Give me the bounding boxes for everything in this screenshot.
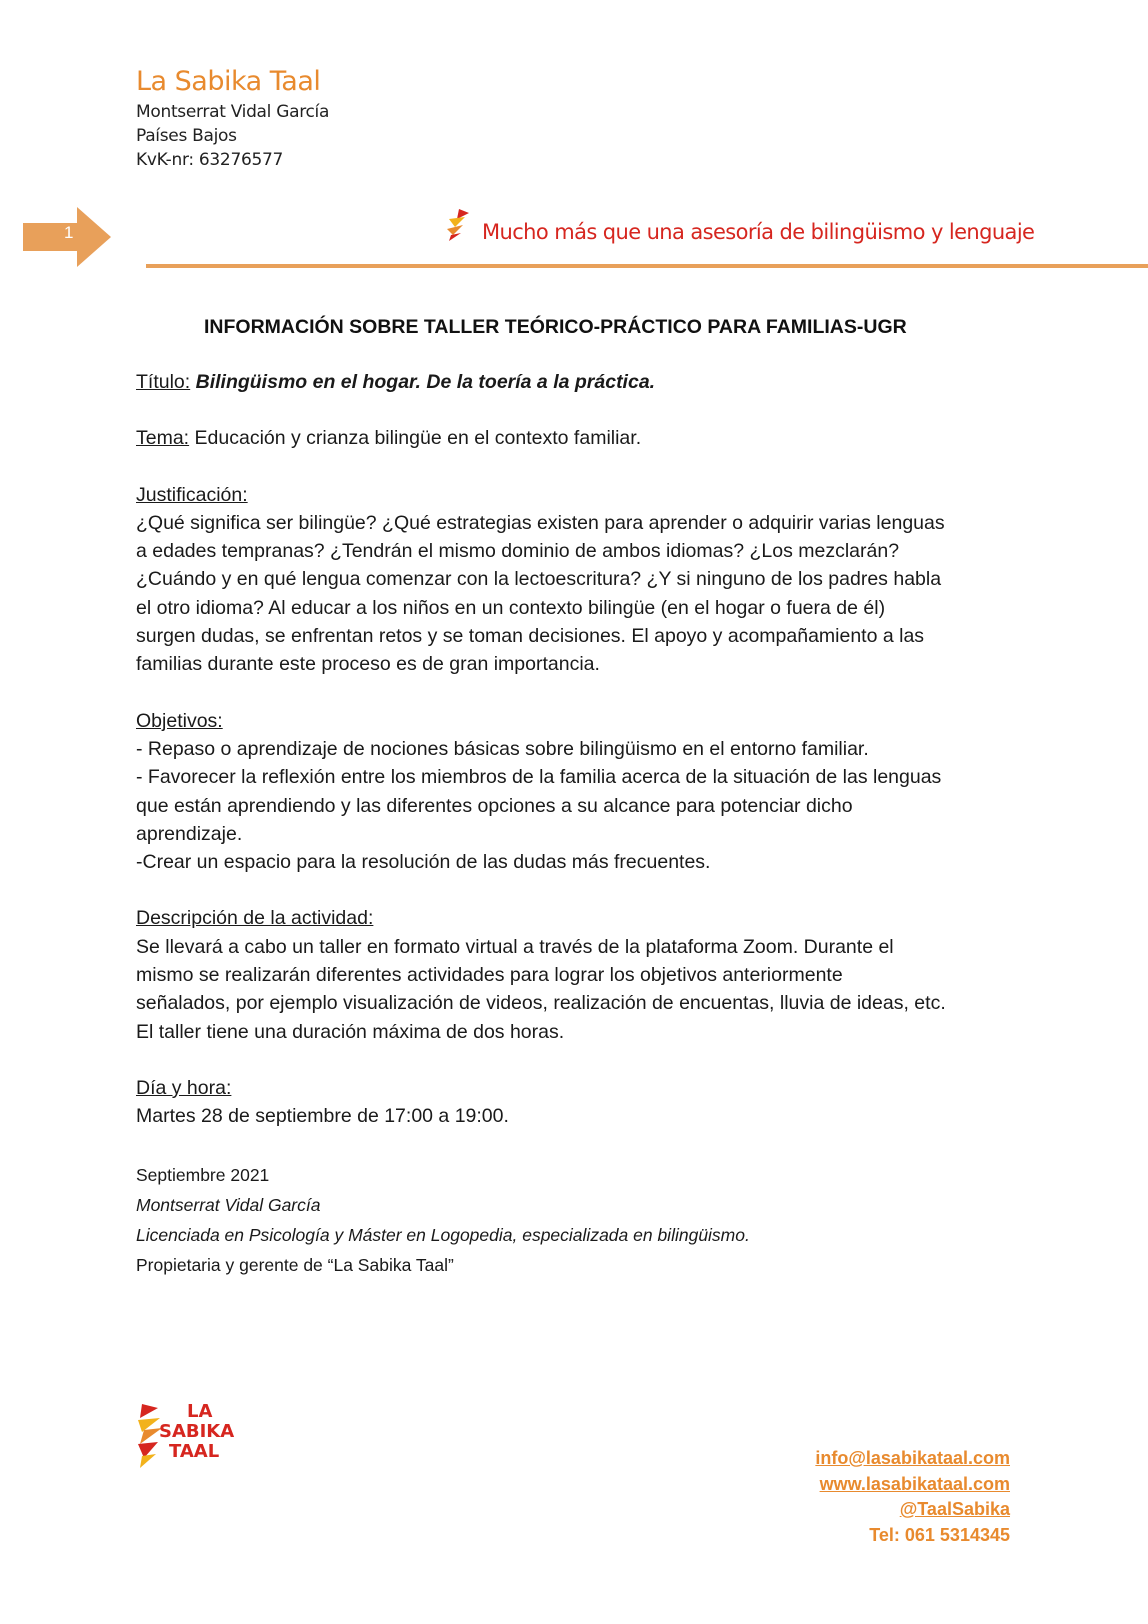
phone-number: Tel: 061 5314345	[869, 1524, 1010, 1545]
logo-line: TAAL	[169, 1441, 220, 1462]
justificacion-line: el otro idioma? Al educar a los niños en un contexto bilingüe (en el hogar o fuera de él)	[136, 596, 886, 619]
objetivos-line: que están aprendiendo y las diferentes opciones a su alcance para potenciar dicho	[136, 794, 853, 817]
descripcion-line: mismo se realizarán diferentes actividades para lograr los objetivos anteriormente	[136, 964, 843, 987]
tema-value: Educación y crianza bilingüe en el contexto familiar.	[194, 427, 642, 450]
signature-name: Montserrat Vidal García	[136, 1195, 321, 1215]
titulo-value: Bilingüismo en el hogar. De la toería a la práctica.	[195, 371, 656, 393]
header-country: Países Bajos	[136, 126, 237, 146]
document-body	[136, 368, 1036, 1131]
tema-label: Tema:	[136, 427, 190, 450]
signature-role: Propietaria y gerente de “La Sabika Taal”	[136, 1255, 454, 1275]
justificacion-line: ¿Qué significa ser bilingüe? ¿Qué estrategias existen para aprender o adquirir varias lenguas	[136, 511, 945, 534]
justificacion-line: familias durante este proceso es de gran importancia.	[136, 653, 600, 676]
objetivos-label: Objetivos:	[136, 709, 223, 732]
footer-contact	[815, 1446, 1010, 1548]
header-tagline: Mucho más que una asesoría de bilingüismo y lenguaje	[482, 220, 1035, 244]
logo-mark-icon	[443, 207, 473, 243]
titulo-row	[136, 368, 1036, 396]
justificacion-line: surgen dudas, se enfrentan retos y se toman decisiones. El apoyo y acompañamiento a las	[136, 625, 925, 648]
descripcion-line: Se llevará a cabo un taller en formato virtual a través de la plataforma Zoom. Durante el	[136, 935, 894, 958]
header-owner-name: Montserrat Vidal García	[136, 102, 330, 122]
justificacion-line: ¿Cuándo y en qué lengua comenzar con la lectoescritura? ¿Y si ninguno de los padres habla	[136, 568, 942, 591]
objetivos-line: aprendizaje.	[136, 822, 243, 845]
descripcion-line: El taller tiene una duración máxima de dos horas.	[136, 1020, 565, 1043]
dia-value: Martes 28 de septiembre de 17:00 a 19:00.	[136, 1105, 509, 1128]
header-kvk-number: KvK-nr: 63276577	[136, 150, 284, 170]
social-handle-link[interactable]: @TaalSabika	[899, 1499, 1010, 1519]
tema-row	[136, 424, 1036, 452]
justificacion-line: a edades tempranas? ¿Tendrán el mismo dominio de ambos idiomas? ¿Los mezclarán?	[136, 540, 900, 563]
justificacion-label: Justificación:	[136, 483, 248, 506]
descripcion-label: Descripción de la actividad:	[136, 907, 374, 930]
logo-line: SABIKA	[159, 1421, 235, 1442]
objetivos-line: -Crear un espacio para la resolución de las dudas más frecuentes.	[136, 851, 711, 874]
header-divider	[146, 264, 1148, 268]
email-link[interactable]: info@lasabikataal.com	[815, 1448, 1010, 1468]
document-title: INFORMACIÓN SOBRE TALLER TEÓRICO-PRÁCTICO PARA FAMILIAS-UGR	[204, 316, 907, 338]
objetivos-line: - Favorecer la reflexión entre los miembros de la familia acerca de la situación de las lenguas	[136, 766, 942, 789]
logo-line: LA	[187, 1401, 213, 1422]
page-number: 1	[64, 223, 74, 242]
signature-credentials: Licenciada en Psicología y Máster en Logopedia, especializada en bilingüismo.	[136, 1225, 750, 1245]
signature-date: Septiembre 2021	[136, 1165, 270, 1185]
titulo-label: Título:	[136, 371, 191, 393]
dia-label: Día y hora:	[136, 1076, 232, 1099]
descripcion-line: señalados, por ejemplo visualización de videos, realización de encuentas, lluvia de ideas, etc.	[136, 992, 946, 1015]
company-name: La Sabika Taal	[136, 66, 321, 97]
objetivos-line: - Repaso o aprendizaje de nociones básicas sobre bilingüismo en el entorno familiar.	[136, 737, 869, 760]
website-link[interactable]: www.lasabikataal.com	[819, 1473, 1010, 1494]
footer-logo-text	[159, 1401, 235, 1462]
signature-block	[136, 1160, 750, 1280]
